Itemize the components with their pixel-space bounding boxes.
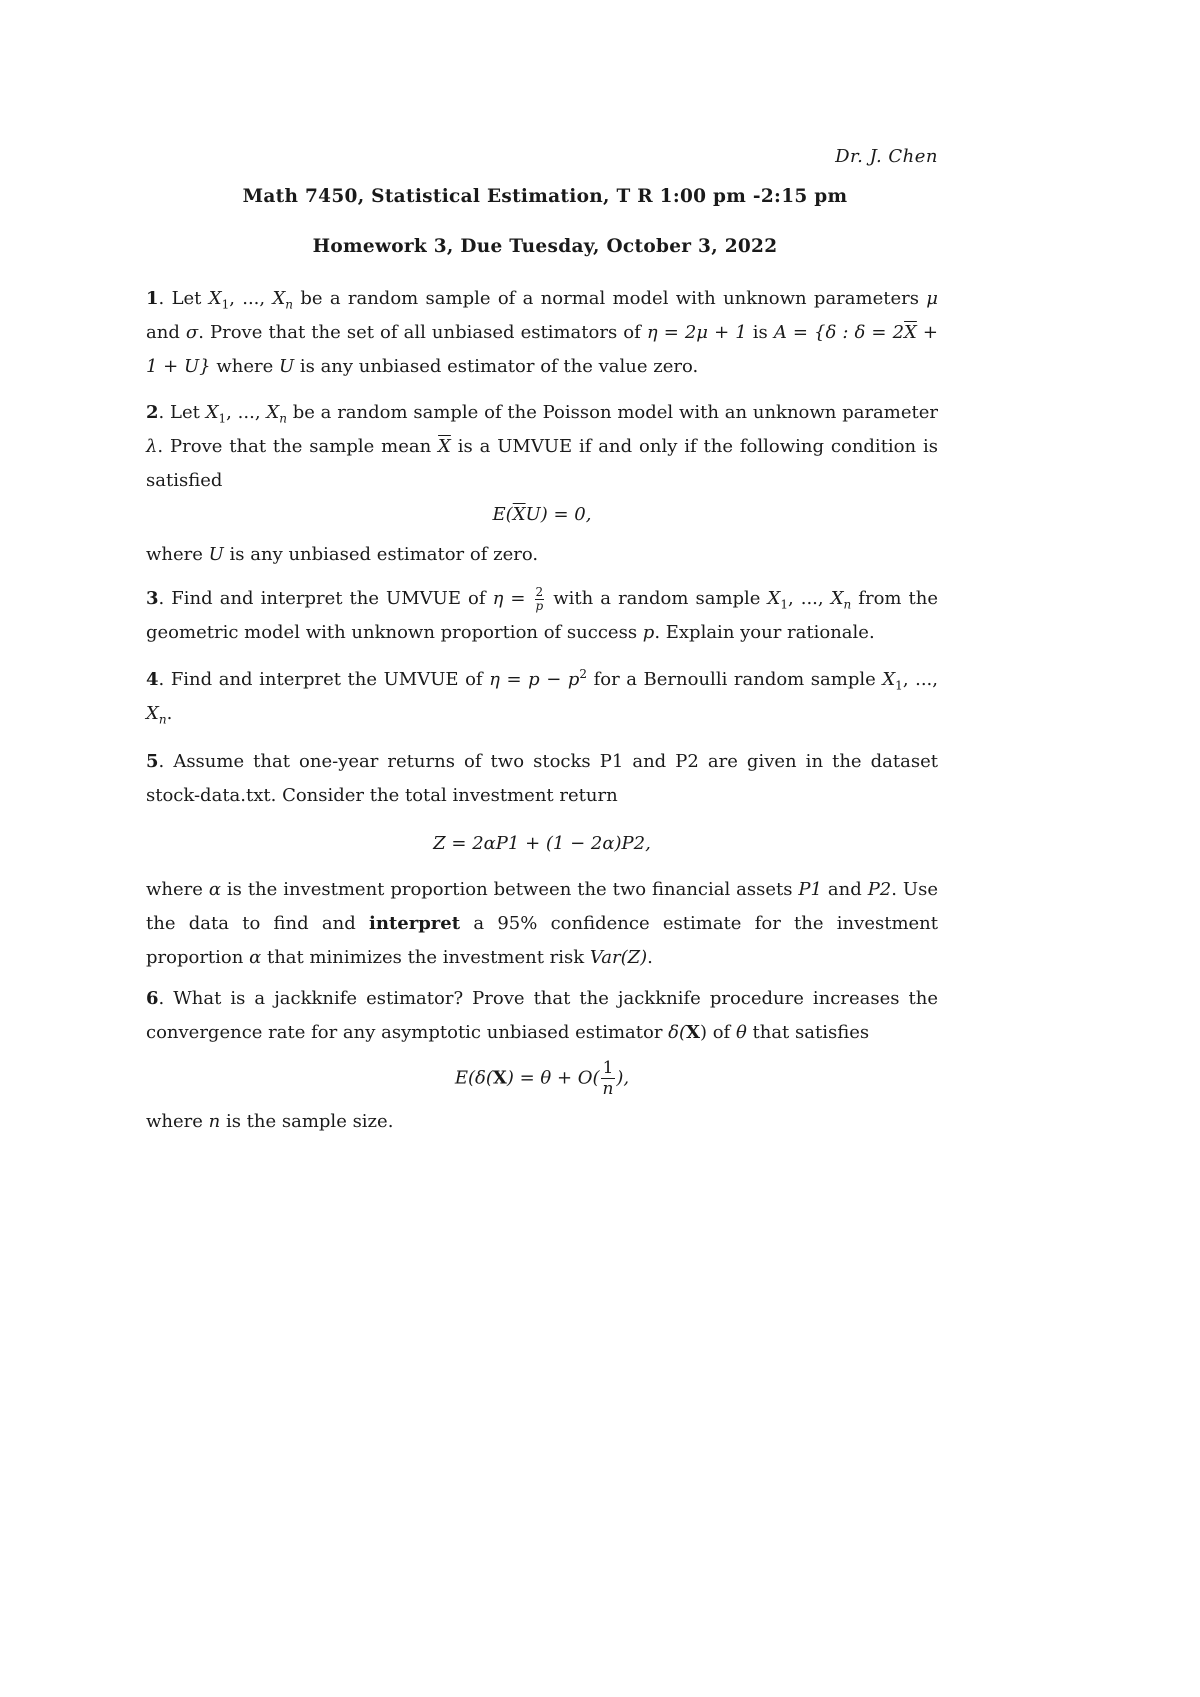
problem-6 [146,982,938,1139]
math-expr: ) = θ + O( [506,1067,600,1089]
math-expr: η = 2μ + 1 [646,322,747,343]
fraction-denominator: n [602,1079,614,1099]
math-expr: ), [616,1067,630,1089]
math-expr: δ( [668,1022,686,1043]
emphasis: interpret [369,913,461,934]
math-expr: E(δ( [454,1067,493,1089]
course-title: Math 7450, Statistical Estimation, T R 1:00 pm -2:15 pm [242,186,848,207]
text: is any unbiased estimator of the value zero. [294,356,699,377]
text: and [822,879,868,900]
math-var: α [208,879,221,900]
text: is a UMVUE if and only if the following condition is satisfied [146,436,938,491]
math-var: X [205,402,219,423]
problem-5 [146,745,938,975]
problem-1 [146,282,938,384]
text: . Find and interpret the UMVUE of [158,669,490,690]
math-var: X [830,588,844,609]
subscript: n [843,597,852,612]
problem-number: 5 [146,751,159,772]
equation [146,498,938,532]
math-var: σ [185,322,199,343]
text: where [146,1111,209,1132]
text: is the investment proportion between the two financial assets [220,879,799,900]
math-var: $\overline{X}$ [512,504,526,525]
subscript: 1 [221,297,230,312]
problem-4 [146,663,938,731]
text: . Let [158,288,209,309]
math-expr: + 1 + U} [146,322,939,377]
math-var: X [882,669,896,690]
math-expr: U) = 0, [525,504,592,525]
math-var: X [266,402,280,423]
math-var: P2 [867,879,892,900]
math-var: U [208,544,224,565]
math-var: n [208,1111,221,1132]
math-expr: Var(Z) [589,947,648,968]
text: is the sample size. [220,1111,394,1132]
subscript: n [285,297,294,312]
text: , ..., [226,402,267,423]
text: and [146,322,186,343]
fraction [601,1058,616,1099]
math-var: X [492,1067,507,1089]
text: for a Bernoulli random sample [587,669,883,690]
math-var: X [767,588,781,609]
text: , ..., [787,588,831,609]
text: from the geometric model with unknown proportion of success [146,588,939,643]
math-var: θ [735,1022,747,1043]
subscript: 1 [218,411,227,426]
text: that minimizes the investment risk [261,947,590,968]
problem-number: 3 [146,588,159,609]
text: . Find and interpret the UMVUE of [158,588,493,609]
subscript: 1 [780,597,788,612]
math-var: p [642,622,655,643]
text: a 95% confidence estimate for the investment proportion [146,913,938,968]
text: . Prove that the set of all unbiased estimators of [198,322,647,343]
homework-title: Homework 3, Due Tuesday, October 3, 2022 [312,236,778,257]
fraction-numerator: 1 [602,1058,614,1078]
text: be a random sample of a normal model with unknown parameters [293,288,927,309]
math-var: X [208,288,222,309]
text: where [146,544,209,565]
problem-number: 1 [146,288,159,309]
equation [146,1058,938,1099]
text: is [746,322,774,343]
text: . [166,703,173,724]
subscript: n [158,712,167,727]
equation [146,827,938,861]
text: be a random sample of the Poisson model with an unknown parameter [286,402,938,423]
text: . Use the data to find and [146,879,938,934]
math-var: X [146,703,159,724]
math-var: P1 [798,879,822,900]
math-var: λ [146,436,158,457]
author-name: Dr. J. Chen [835,146,938,167]
problem-2 [146,396,938,572]
text: . [647,947,653,968]
text: ) of [699,1022,736,1043]
math-var: $\overline{X}$ [904,322,917,343]
problem-number: 2 [146,402,159,423]
text: that satisfies [746,1022,870,1043]
text: is any unbiased estimator of zero. [223,544,539,565]
problem-number: 4 [146,669,159,690]
fraction [535,586,545,613]
subscript: 1 [895,678,903,693]
fraction-denominator: p [535,598,544,613]
problem-number: 6 [146,988,159,1009]
math-expr: E( [492,504,513,525]
math-var: α [249,947,262,968]
subscript: n [279,411,287,426]
math-var: U [278,356,295,377]
math-expr: A = {δ : δ = 2 [773,322,905,343]
text: . Let [158,402,206,423]
text: , ..., [902,669,938,690]
problem-3 [146,582,938,650]
text: where [210,356,279,377]
text: , ..., [229,288,273,309]
text: . Assume that one-year returns of two stocks P1 and P2 are given in the dataset stock-data.txt. Consider the total investment return [146,751,938,806]
math-expr: Z = 2αP1 + (1 − 2α)P2, [433,833,651,854]
text: where [146,879,209,900]
superscript: 2 [579,667,588,681]
text: with a random sample [546,588,768,609]
math-var: X [272,288,286,309]
fraction-numerator: 2 [535,584,544,599]
text: . Prove that the sample mean [157,436,439,457]
math-var: μ [926,288,938,309]
math-var: $\overline{X}$ [438,436,451,457]
math-var: X [686,1022,700,1043]
text: . Explain your rationale. [654,622,875,643]
text: . What is a jackknife estimator? Prove that the jackknife procedure increases the convergence rate for any asymptotic unbiased estimator [146,988,938,1043]
math-expr: η = p − p [489,669,580,690]
math-expr: η = [492,588,533,609]
